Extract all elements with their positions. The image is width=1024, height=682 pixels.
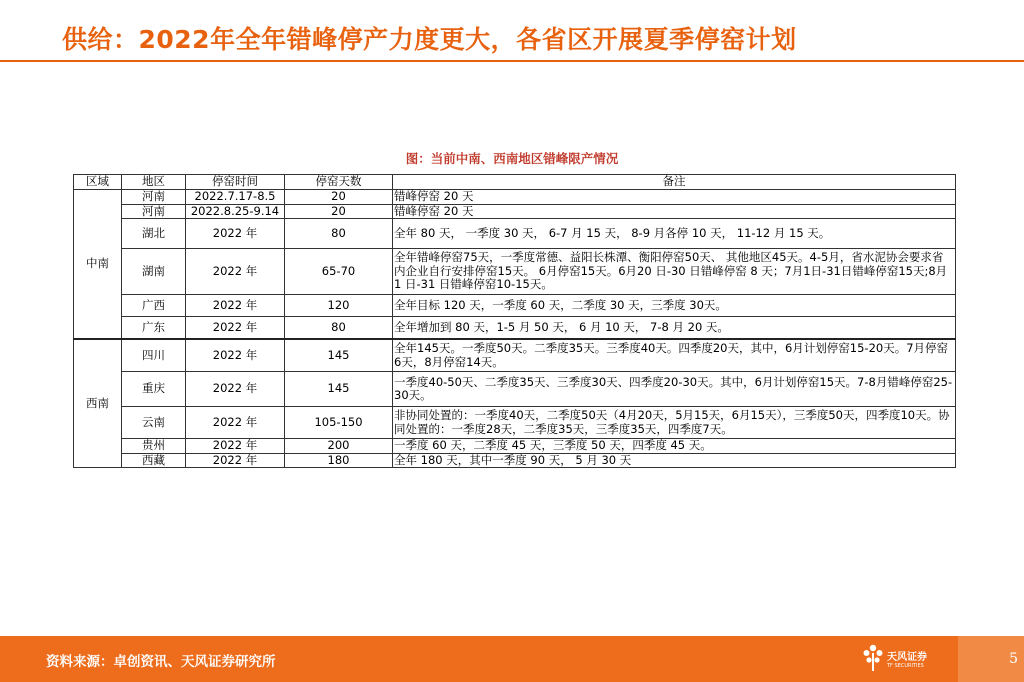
time-cell: 2022 年 — [186, 219, 285, 249]
days-cell: 145 — [285, 339, 393, 372]
table-row — [74, 339, 956, 372]
page-number-box — [958, 636, 1024, 682]
time-cell: 2022.8.25-9.14 — [186, 204, 285, 219]
time-cell: 2022 年 — [186, 317, 285, 340]
table-row — [74, 204, 956, 219]
time-cell: 2022.7.17-8.5 — [186, 190, 285, 205]
note-cell: 非协同处置的：一季度40天，二季度50天（4月20天，5月15天，6月15天），三季度50天，四季度10天。协同处置的：一季度28天，二季度35天，三季度35天，四季度7天。 — [393, 407, 956, 439]
company-logo — [862, 643, 942, 677]
days-cell: 65-70 — [285, 249, 393, 295]
time-cell: 2022 年 — [186, 439, 285, 454]
source-note: 资料来源：卓创资讯、天风证券研究所 — [46, 654, 276, 670]
note-cell: 全年 80 天， 一季度 30 天， 6-7 月 15 天， 8-9 月各停 10 天， 11-12 月 15 天。 — [393, 219, 956, 249]
region-cell: 西南 — [74, 339, 122, 468]
table-row — [74, 190, 956, 205]
footer-bar — [0, 636, 1024, 682]
note-cell: 错峰停窑 20 天 — [393, 204, 956, 219]
area-cell: 四川 — [122, 339, 186, 372]
area-cell: 广西 — [122, 295, 186, 317]
logo-subtext: TF SECURITIES — [887, 663, 924, 669]
table-row — [74, 439, 956, 454]
table-row — [74, 317, 956, 340]
table-row — [74, 453, 956, 468]
area-cell: 湖北 — [122, 219, 186, 249]
flower-logo-icon — [862, 643, 884, 673]
time-cell: 2022 年 — [186, 249, 285, 295]
page-number: 5 — [1009, 651, 1018, 667]
note-cell: 全年 180 天，其中一季度 90 天， 5 月 30 天 — [393, 453, 956, 468]
table-row — [74, 249, 956, 295]
area-cell: 广东 — [122, 317, 186, 340]
days-cell: 80 — [285, 219, 393, 249]
table-row — [74, 295, 956, 317]
region-cell: 中南 — [74, 190, 122, 340]
days-cell: 80 — [285, 317, 393, 340]
area-cell: 贵州 — [122, 439, 186, 454]
note-cell: 全年增加到 80 天，1-5 月 50 天， 6 月 10 天， 7-8 月 20 天。 — [393, 317, 956, 340]
table-header-row — [74, 175, 956, 190]
page-title: 供给：2022年全年错峰停产力度更大，各省区开展夏季停窑计划 — [62, 25, 797, 54]
area-cell: 西藏 — [122, 453, 186, 468]
peak-shift-table — [73, 174, 956, 468]
area-cell: 云南 — [122, 407, 186, 439]
time-cell: 2022 年 — [186, 339, 285, 372]
table-row — [74, 372, 956, 407]
time-cell: 2022 年 — [186, 295, 285, 317]
note-cell: 全年错峰停窑75天，一季度常德、益阳长株潭、衡阳停窑50天、 其他地区45天。4-5月，省水泥协会要求省内企业自行安排停窑15天。 6月停窑15天。6月20 日-30 日错峰停窑 8 天；7月1日-31日错峰停窑15天;8月 1 日-31 日错峰停窑10-15天。 — [393, 249, 956, 295]
table-row — [74, 407, 956, 439]
title-divider — [0, 60, 1024, 62]
time-cell: 2022 年 — [186, 407, 285, 439]
column-header: 区域 — [74, 175, 122, 190]
column-header: 地区 — [122, 175, 186, 190]
note-cell: 全年目标 120 天，一季度 60 天，二季度 30 天，三季度 30天。 — [393, 295, 956, 317]
note-cell: 一季度 60 天，二季度 45 天，三季度 50 天，四季度 45 天。 — [393, 439, 956, 454]
table-row — [74, 219, 956, 249]
days-cell: 120 — [285, 295, 393, 317]
logo-text: 天风证券 — [887, 652, 927, 663]
days-cell: 145 — [285, 372, 393, 407]
column-header: 停窑时间 — [186, 175, 285, 190]
area-cell: 湖南 — [122, 249, 186, 295]
area-cell: 河南 — [122, 190, 186, 205]
note-cell: 错峰停窑 20 天 — [393, 190, 956, 205]
note-cell: 全年145天。一季度50天。二季度35天。三季度40天。四季度20天，其中，6月计划停窑15-20天。7月停窑6天，8月停窑14天。 — [393, 339, 956, 372]
note-cell: 一季度40-50天、二季度35天、三季度30天、四季度20-30天。其中，6月计划停窑15天。7-8月错峰停窑25-30天。 — [393, 372, 956, 407]
column-header: 备注 — [393, 175, 956, 190]
column-header: 停窑天数 — [285, 175, 393, 190]
area-cell: 河南 — [122, 204, 186, 219]
time-cell: 2022 年 — [186, 372, 285, 407]
days-cell: 20 — [285, 190, 393, 205]
time-cell: 2022 年 — [186, 453, 285, 468]
days-cell: 200 — [285, 439, 393, 454]
figure-caption: 图：当前中南、西南地区错峰限产情况 — [405, 151, 619, 166]
days-cell: 20 — [285, 204, 393, 219]
days-cell: 180 — [285, 453, 393, 468]
days-cell: 105-150 — [285, 407, 393, 439]
area-cell: 重庆 — [122, 372, 186, 407]
